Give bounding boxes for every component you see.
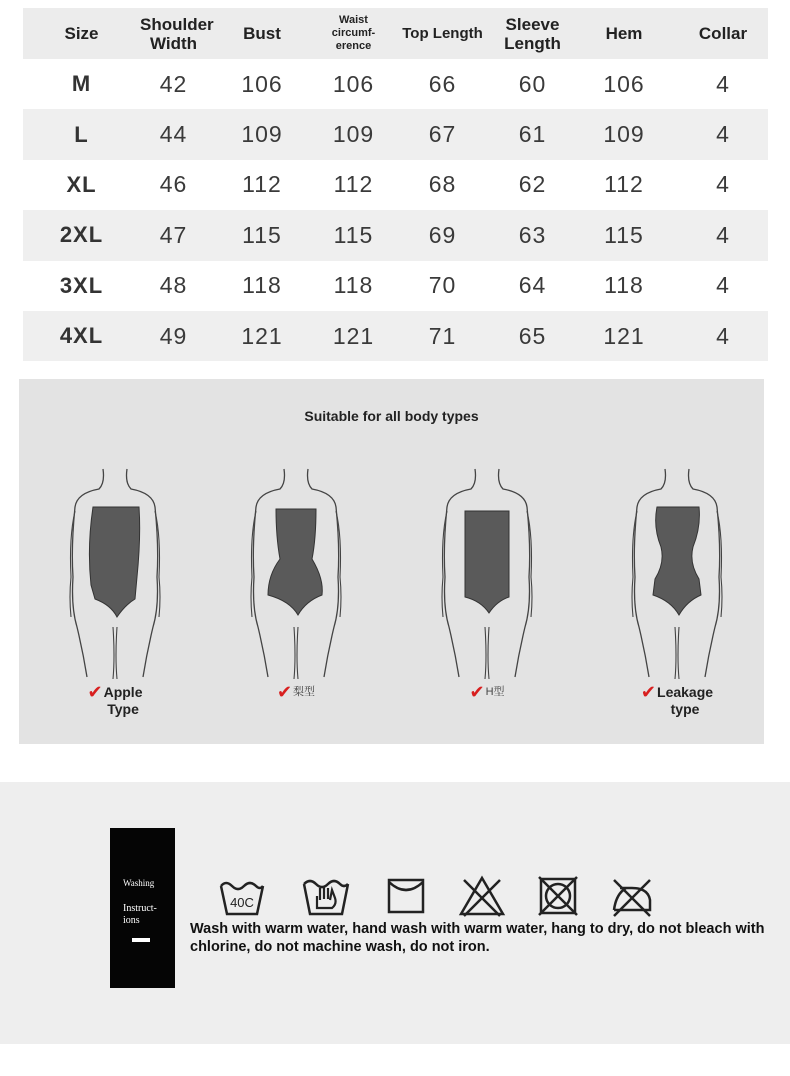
cell-shoulder: 46	[159, 171, 188, 198]
body-figure	[55, 467, 175, 682]
table-row	[23, 261, 768, 311]
cell-top-length: 70	[428, 272, 457, 299]
no-bleach-icon	[458, 874, 506, 918]
body-type-label	[236, 684, 356, 702]
cell-sleeve: 60	[518, 70, 547, 97]
no-tumble-dry-icon	[534, 874, 582, 918]
cell-top-length: 69	[428, 221, 457, 248]
cell-waist: 106	[332, 70, 375, 97]
cell-waist: 118	[333, 272, 374, 299]
body-type-name: Apple Type	[103, 684, 143, 717]
cell-sleeve: 64	[518, 272, 547, 299]
cell-waist: 115	[333, 221, 374, 248]
wash-temp-label: 40C	[230, 895, 254, 910]
cell-hem: 112	[604, 171, 644, 198]
cell-hem: 109	[603, 121, 645, 148]
cell-top-length: 66	[428, 70, 457, 97]
checkmark-icon: ✔	[469, 682, 485, 702]
cell-shoulder: 49	[159, 322, 188, 349]
table-row	[23, 59, 768, 109]
body-figure	[617, 467, 737, 682]
header-collar: Collar	[698, 24, 748, 43]
cell-sleeve: 65	[518, 322, 547, 349]
cell-bust: 121	[241, 322, 283, 349]
cell-shoulder: 44	[159, 121, 188, 148]
body-figure	[427, 467, 547, 682]
cell-waist: 112	[333, 171, 374, 198]
body-type-name: 梨型	[293, 686, 316, 698]
cell-bust: 109	[241, 121, 283, 148]
table-row	[23, 109, 768, 159]
washing-card-bar	[132, 938, 150, 942]
cell-size: L	[74, 121, 89, 147]
cell-waist: 109	[332, 121, 375, 148]
table-row	[23, 210, 768, 260]
header-sleeve-length: Sleeve Length	[504, 14, 561, 53]
header-shoulder-width: Shoulder Width	[140, 14, 214, 53]
cell-size: M	[71, 71, 92, 97]
cell-collar: 4	[716, 70, 730, 97]
hang-dry-icon	[382, 874, 430, 918]
body-type-name: Leakage type	[657, 684, 714, 717]
header-waist: Waist circumf- erence	[331, 14, 376, 52]
cell-hem: 118	[604, 272, 644, 299]
cell-bust: 106	[241, 70, 283, 97]
hand-wash-icon	[302, 874, 350, 918]
size-table	[23, 8, 768, 361]
cell-size: 3XL	[59, 272, 104, 298]
cell-top-length: 71	[428, 322, 457, 349]
header-top-length: Top Length	[402, 25, 483, 42]
cell-bust: 112	[242, 171, 282, 198]
cell-shoulder: 42	[159, 70, 188, 97]
cell-collar: 4	[716, 322, 730, 349]
no-iron-icon	[608, 874, 656, 918]
body-types-title: Suitable for all body types	[304, 408, 479, 424]
body-figure	[236, 467, 356, 682]
checkmark-icon: ✔	[276, 682, 293, 702]
checkmark-icon: ✔	[640, 682, 657, 702]
table-row	[23, 160, 768, 210]
cell-collar: 4	[716, 221, 730, 248]
cell-waist: 121	[332, 322, 375, 349]
cell-hem: 106	[603, 70, 645, 97]
cell-collar: 4	[716, 272, 730, 299]
washing-card-title: Washing	[123, 878, 155, 888]
body-type-label	[427, 684, 547, 702]
body-type-label	[55, 684, 175, 718]
body-type-name: H型	[485, 686, 505, 698]
body-types-panel	[19, 379, 764, 744]
cell-hem: 115	[604, 221, 644, 248]
cell-top-length: 68	[428, 171, 457, 198]
cell-size: XL	[66, 171, 97, 197]
checkmark-icon: ✔	[87, 682, 103, 702]
cell-size: 4XL	[59, 323, 104, 349]
cell-shoulder: 47	[159, 221, 188, 248]
header-bust: Bust	[243, 24, 281, 43]
washing-card	[110, 828, 175, 988]
header-hem: Hem	[605, 24, 643, 43]
size-table-body	[23, 59, 768, 361]
washing-card-subtitle: Instruct- ions	[123, 903, 157, 926]
table-row	[23, 311, 768, 361]
cell-collar: 4	[716, 121, 730, 148]
cell-sleeve: 63	[518, 221, 547, 248]
cell-sleeve: 61	[518, 121, 547, 148]
cell-top-length: 67	[428, 121, 457, 148]
wash-40c-icon	[218, 874, 266, 918]
cell-size: 2XL	[59, 222, 104, 248]
table-header-row	[23, 8, 768, 59]
body-type-label	[617, 684, 737, 718]
cell-bust: 115	[242, 221, 282, 248]
cell-sleeve: 62	[518, 171, 547, 198]
header-size: Size	[64, 24, 99, 43]
cell-hem: 121	[603, 322, 645, 349]
care-instructions-text: Wash with warm water, hand wash with warm water, hang to dry, do not bleach with chlorine, do not machine wash, do not iron.	[190, 921, 765, 955]
cell-bust: 118	[242, 272, 282, 299]
cell-shoulder: 48	[159, 272, 188, 299]
cell-collar: 4	[716, 171, 730, 198]
